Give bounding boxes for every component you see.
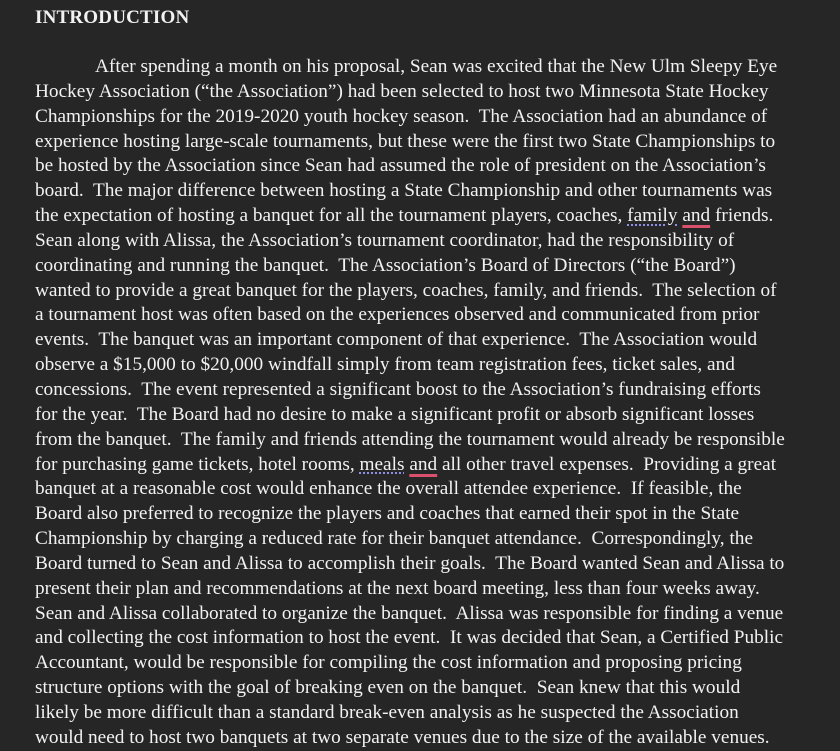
paragraph-line: Board also preferred to recognize the players and coaches that earned their spot in the State: [35, 503, 740, 525]
paragraph-line: from the banquet. The family and friends attending the tournament would already be responsible: [35, 428, 785, 450]
paragraph-line: concessions. The event represented a significant boost to the Association’s fundraising efforts: [35, 378, 761, 400]
paragraph-line: be hosted by the Association since Sean had assumed the role of president on the Association’s: [35, 155, 766, 177]
paragraph-line: coordinating and running the banquet. The Association’s Board of Directors (“the Board”): [35, 254, 736, 276]
grammar-mark[interactable]: and: [409, 453, 438, 475]
spelling-mark[interactable]: meals: [359, 453, 405, 475]
grammar-mark[interactable]: and: [682, 205, 711, 227]
paragraph-line: for the year. The Board had no desire to make a significant profit or absorb significant losses: [35, 403, 755, 425]
spelling-mark[interactable]: family: [627, 205, 678, 227]
body-paragraph: [35, 55, 825, 751]
paragraph-line: Sean and Alissa collaborated to organize the banquet. Alissa was responsible for finding a venue: [35, 602, 784, 624]
paragraph-line: Sean along with Alissa, the Association’s tournament coordinator, had the responsibility of: [35, 229, 735, 251]
paragraph-line: would need to host two banquets at two separate venues due to the size of the available venues.: [35, 726, 770, 748]
paragraph-line: board. The major difference between hosting a State Championship and other tournaments was: [35, 180, 773, 202]
paragraph-line: likely be more difficult than a standard break-even analysis as he suspected the Association: [35, 701, 739, 723]
document-page: [35, 6, 825, 751]
paragraph-line: structure options with the goal of breaking even on the banquet. Sean knew that this would: [35, 677, 741, 699]
paragraph-line: experience hosting large-scale tournaments, but these were the first two State Championships to: [35, 130, 776, 152]
paragraph-line: Championship by charging a reduced rate for their banquet attendance. Correspondingly, the: [35, 528, 753, 550]
paragraph-line: present their plan and recommendations at the next board meeting, less than four weeks away.: [35, 577, 760, 599]
paragraph-line: the expectation of hosting a banquet for all the tournament players, coaches, family and friends.: [35, 205, 774, 227]
paragraph-line: wanted to provide a great banquet for the players, coaches, family, and friends. The selection of: [35, 279, 777, 301]
paragraph-line: banquet at a reasonable cost would enhance the overall attendee experience. If feasible, the: [35, 478, 742, 500]
paragraph-line: events. The banquet was an important component of that experience. The Association would: [35, 329, 758, 351]
paragraph-line: for purchasing game tickets, hotel rooms, meals and all other travel expenses. Providing a great: [35, 453, 777, 475]
paragraph-line: Hockey Association (“the Association”) had been selected to host two Minnesota State Hockey: [35, 80, 769, 102]
paragraph-line: observe a $15,000 to $20,000 windfall simply from team registration fees, ticket sales, and: [35, 354, 735, 376]
paragraph-line: Championships for the 2019-2020 youth hockey season. The Association had an abundance of: [35, 105, 768, 127]
paragraph-line: After spending a month on his proposal, Sean was excited that the New Ulm Sleepy Eye: [95, 56, 778, 77]
paragraph-line: Board turned to Sean and Alissa to accomplish their goals. The Board wanted Sean and Alissa to: [35, 552, 785, 574]
section-heading: INTRODUCTION: [35, 7, 190, 28]
paragraph-line: and collecting the cost information to host the event. It was decided that Sean, a Certified Public: [35, 627, 784, 649]
paragraph-line: Accountant, would be responsible for compiling the cost information and proposing pricing: [35, 652, 742, 674]
paragraph-line: a tournament host was often based on the experiences observed and communicated from prior: [35, 304, 760, 326]
